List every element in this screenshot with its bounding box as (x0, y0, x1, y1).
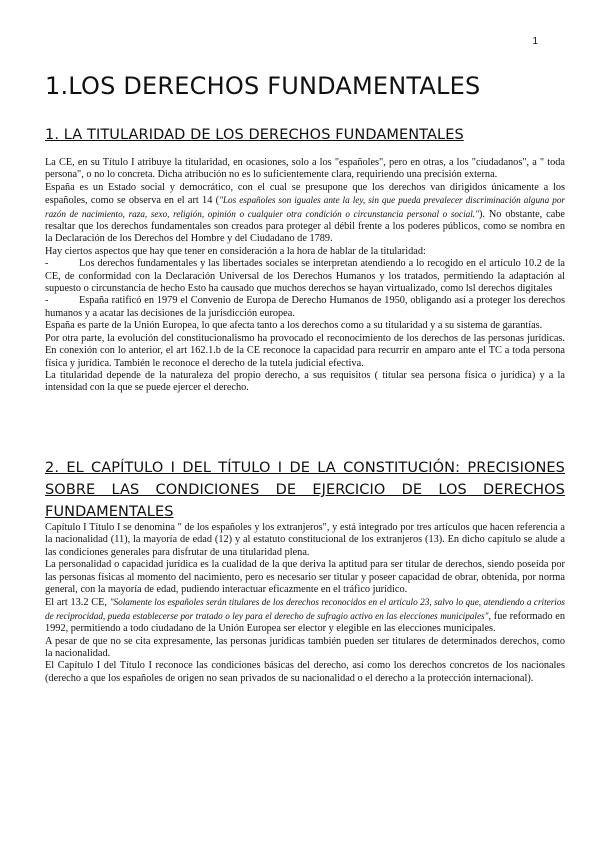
paragraph: La CE, en su Título I atribuye la titularidad, en ocasiones, solo a los "españoles", pero en otras, a los "ciudadanos", a " toda persona", o no lo concreta. Dicha atribución no es lo suficientemente clara, requiriendo una precisión externa. (45, 157, 565, 181)
list-item-text: España ratificó en 1979 el Convenio de Europa de Derecho Humanos de 1950, obligando así a proteger los derechos humanos y a acatar las decisiones de la jurisdicción europea. (45, 295, 565, 319)
paragraph-text: ). No obstante, cabe resaltar que los derechos fundamentales son creados para proteger al débil frente a los poderes públicos, como se nombra en la Declaración de los Derechos del Hombre y del Ciudadano de 1789. (45, 208, 565, 245)
section-body-titularidad (45, 157, 565, 395)
list-bullet: - (45, 258, 49, 270)
paragraph: Hay ciertos aspectos que hay que tener en consideración a la hora de hablar de la titularidad: (45, 245, 426, 257)
article-quote: "Los españoles son iguales ante la ley, sin que pueda prevalecer discriminación alguna por razón de nacimiento, raza, sexo, religión, opinión o cualquier otra condición o circunstancia personal o social." (45, 195, 566, 219)
paragraph: Capítulo I Título I se denomina " de los españoles y los extranjeros", y está integrado por tres artículos que hacen referencia a la nacionalidad (11), la mayoría de edad (12) y al estatuto constitucional de los extranjeros (13). En dicho capítulo se alude a las condiciones generales para disfrutar de una titularidad plena. (45, 522, 565, 558)
paragraph-text: , fue reformado en 1992, permitiendo a todo ciudadano de la Unión Europea ser elector y elegible en las elecciones municipales. (45, 610, 566, 635)
list-bullet: - (45, 295, 49, 307)
paragraph (45, 182, 565, 246)
heading-line: FUNDAMENTALES (45, 504, 174, 520)
paragraph: Por otra parte, la evolución del constitucionalismo ha provocado el reconocimiento de los derechos de las personas jurídicas. En conexión con lo anterior, el art 162.1.b de la CE reconoce la capacidad para recurrir en amparo ante el TC a toda persona física y jurídica. También le reconoce el derecho de la tutela judicial efectiva. (45, 332, 565, 369)
list-item (45, 295, 565, 320)
section-heading-titularidad: 1. LA TITULARIDAD DE LOS DERECHOS FUNDAMENTALES (45, 127, 464, 143)
list-item-text: Los derechos fundamentales y las libertades sociales se interpretan atendiendo a lo recogido en el artículo 10.2 de la CE, de conformidad con la Declaración Universal de los Derechos Humanos y los tratados, permitiendo la adaptación al supuesto o circunstancia de hecho Esto ha causado que muchos derechos se hayan virtualizado, como lsl derechos digitales (45, 258, 565, 295)
paragraph: La titularidad depende de la naturaleza del propio derecho, a sus requisitos ( titular sea persona física o jurídica) y a la intensidad con la que se puede ejercer el derecho. (45, 369, 565, 394)
article-quote: "Solamente los españoles serán titulares de los derechos reconocidos en el artículo 23, salvo lo que, atendiendo a criterios de reciprocidad, pueda establecerse por tratado o ley para el derecho de sufragio activo en las elecciones municipales" (45, 597, 565, 621)
document-title: 1.LOS DERECHOS FUNDAMENTALES (45, 72, 481, 100)
paragraph: El Capítulo I del Título I reconoce las condiciones básicas del derecho, así como los derechos concretos de los nacionales (derecho a que los españoles de origen no sean privados de su nacionalidad o el derecho a la protección internacional). (45, 660, 565, 684)
paragraph: A pesar de que no se cita expresamente, las personas jurídicas también pueden ser titulares de determinados derechos, como la nacionalidad. (45, 635, 565, 660)
page-number: 1 (532, 36, 538, 47)
list-item (45, 258, 565, 295)
heading-line: 2. EL CAPÍTULO I DEL TÍTULO I DE LA CONSTITUCIÓN: PRECISIONES (45, 460, 565, 476)
paragraph: La personalidad o capacidad jurídica es la cualidad de la que deriva la aptitud para ser titular de derechos, siendo poseída por las personas físicas al momento del nacimiento, pero es necesario ser titular y poseer capacidad de obrar, obtenida, por norma general, con la mayoría de edad, pudiendo interactuar eficazmente en el tráfico jurídico. (45, 559, 565, 596)
section-heading-capitulo-i (45, 457, 565, 523)
heading-line: SOBRE LAS CONDICIONES DE EJERCICIO DE LOS DERECHOS (45, 482, 565, 498)
paragraph-text: El art 13.2 CE, (45, 597, 110, 609)
paragraph-text: España es un Estado social y democrático, con el cual se presupone que los derechos van dirigidos únicamente a los españoles, como se observa en el art 14 ( (45, 181, 565, 207)
section-body-capitulo-i (45, 522, 565, 685)
paragraph (45, 596, 565, 635)
paragraph: España es parte de la Unión Europea, lo que afecta tanto a los derechos como a su titularidad y a su sistema de garantías. (45, 320, 543, 332)
